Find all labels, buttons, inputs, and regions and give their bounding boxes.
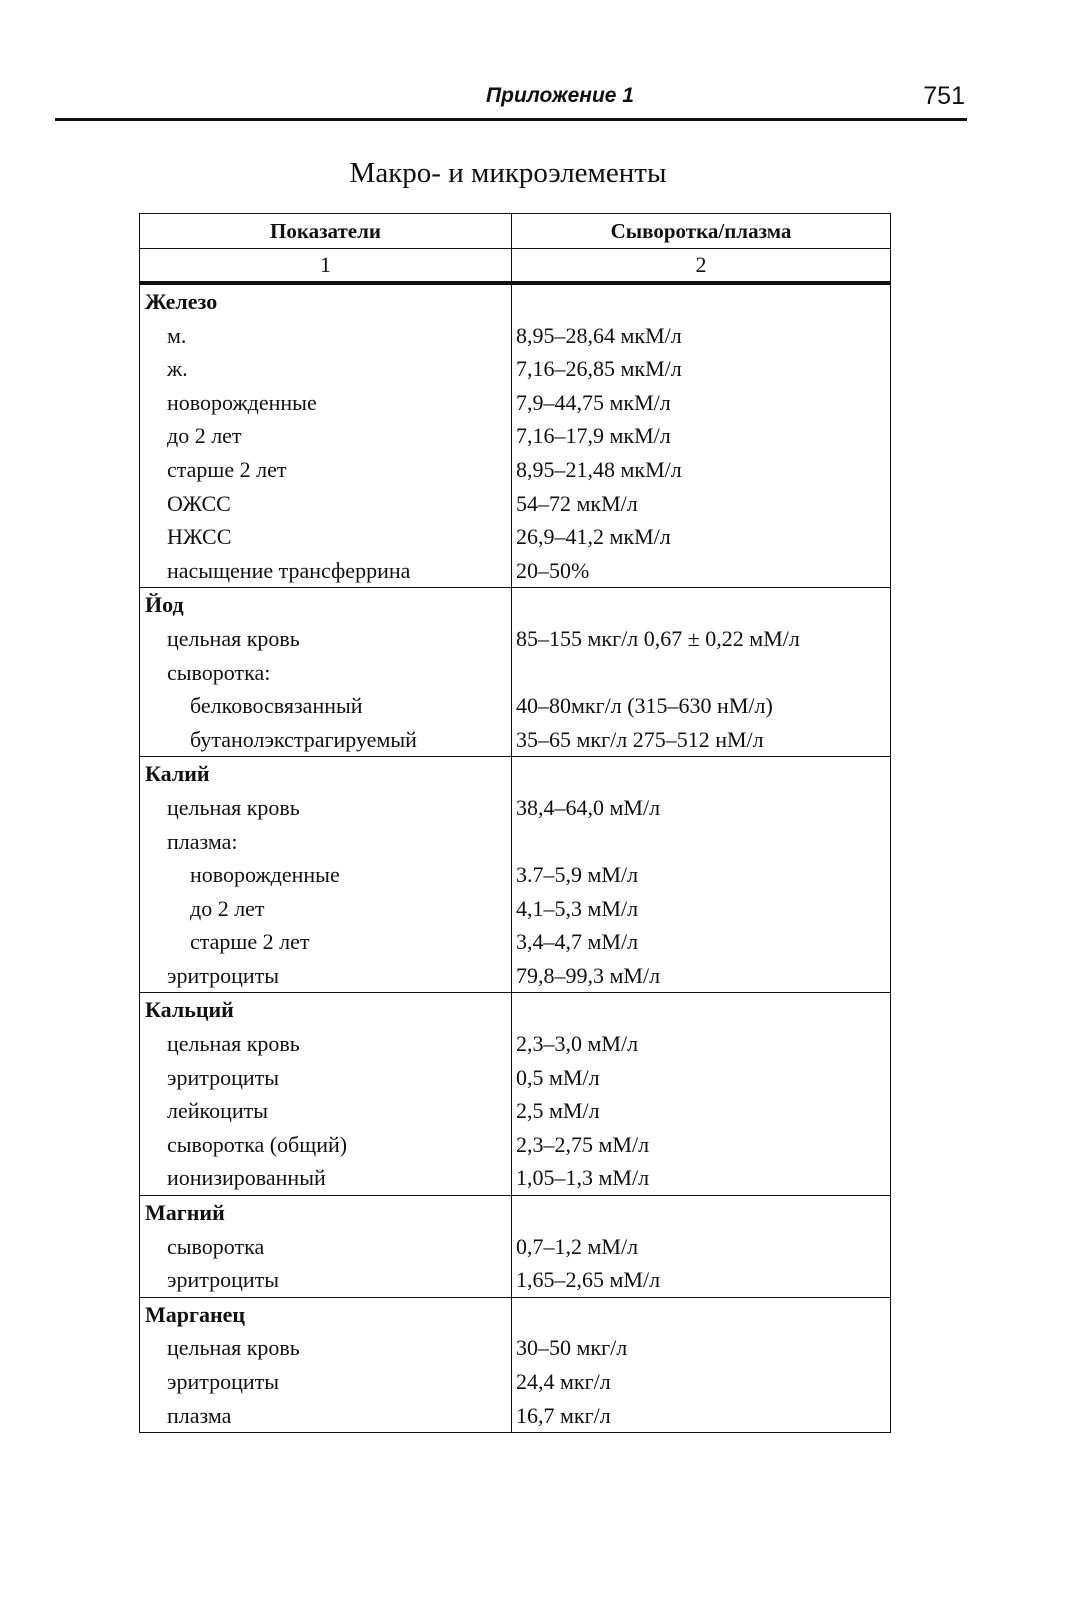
value-cell: 26,9–41,2 мкМ/л xyxy=(512,520,891,554)
indicator-cell xyxy=(140,520,512,554)
section-cell xyxy=(140,1196,512,1230)
section-cell xyxy=(140,757,512,791)
value-cell: 30–50 мкг/л xyxy=(512,1331,891,1365)
indicator-cell xyxy=(140,453,512,487)
indicator-cell xyxy=(140,1230,512,1264)
running-head: Приложение 1 xyxy=(486,84,634,107)
section-value-cell xyxy=(512,1297,891,1331)
section-row xyxy=(140,993,891,1027)
indicator-label: сыворотка (общий) xyxy=(167,1131,348,1157)
indicator-label: ОЖСС xyxy=(167,490,231,516)
value-cell: 3,4–4,7 мМ/л xyxy=(512,925,891,959)
section-row xyxy=(140,1196,891,1230)
indicator-label: бутанолэкстрагируемый xyxy=(190,726,417,752)
table-row xyxy=(140,1230,891,1264)
indicator-label: цельная кровь xyxy=(167,1031,300,1057)
indicator-cell xyxy=(140,1399,512,1433)
section-title: Марганец xyxy=(145,1301,246,1327)
indicator-cell xyxy=(140,858,512,892)
table-row xyxy=(140,520,891,554)
table-row xyxy=(140,656,891,690)
value-cell: 35–65 мкг/л 275–512 нМ/л xyxy=(512,723,891,757)
value-cell: 8,95–28,64 мкМ/л xyxy=(512,319,891,353)
indicator-label: до 2 лет xyxy=(167,423,242,449)
section-row xyxy=(140,283,891,319)
indicator-cell xyxy=(140,825,512,859)
value-cell xyxy=(512,825,891,859)
table-row xyxy=(140,1365,891,1399)
table-body xyxy=(140,283,891,1433)
column-number-row xyxy=(140,249,891,284)
table-row xyxy=(140,791,891,825)
indicator-label: ж. xyxy=(167,356,188,382)
table-row xyxy=(140,487,891,521)
table-row xyxy=(140,319,891,353)
table-row xyxy=(140,1027,891,1061)
indicator-label: плазма: xyxy=(167,828,238,854)
section-row xyxy=(140,757,891,791)
section-title: Железо xyxy=(145,289,218,314)
indicator-cell xyxy=(140,925,512,959)
value-cell: 16,7 мкг/л xyxy=(512,1399,891,1433)
indicator-cell xyxy=(140,419,512,453)
indicator-label: до 2 лет xyxy=(190,895,265,921)
section-title: Кальций xyxy=(145,997,234,1023)
table-row xyxy=(140,825,891,859)
indicator-cell xyxy=(140,1094,512,1128)
indicator-label: сыворотка xyxy=(167,1233,265,1259)
table-row xyxy=(140,689,891,723)
indicator-cell xyxy=(140,1061,512,1095)
table-row xyxy=(140,892,891,926)
value-cell xyxy=(512,656,891,690)
table-row xyxy=(140,1161,891,1195)
indicator-cell xyxy=(140,656,512,690)
value-cell: 4,1–5,3 мМ/л xyxy=(512,892,891,926)
section-row xyxy=(140,588,891,622)
indicator-label: старше 2 лет xyxy=(190,929,310,955)
indicator-label: цельная кровь xyxy=(167,625,300,651)
table-row xyxy=(140,925,891,959)
section-title: Калий xyxy=(145,761,210,787)
value-cell: 54–72 мкМ/л xyxy=(512,487,891,521)
value-cell: 7,16–17,9 мкМ/л xyxy=(512,419,891,453)
table-row xyxy=(140,1263,891,1297)
value-cell: 7,9–44,75 мкМ/л xyxy=(512,386,891,420)
indicator-cell xyxy=(140,959,512,993)
value-cell: 2,3–2,75 мМ/л xyxy=(512,1128,891,1162)
indicator-cell xyxy=(140,386,512,420)
indicator-label: новорожденные xyxy=(167,389,317,415)
page-number: 751 xyxy=(923,82,965,110)
section-title: Йод xyxy=(145,592,184,618)
indicator-label: эритроциты xyxy=(167,962,280,988)
table-row xyxy=(140,1331,891,1365)
section-cell xyxy=(140,588,512,622)
indicator-label: цельная кровь xyxy=(167,1335,300,1361)
indicator-cell xyxy=(140,1161,512,1195)
indicator-cell xyxy=(140,791,512,825)
indicator-cell xyxy=(140,1263,512,1297)
indicator-label: новорожденные xyxy=(190,862,340,888)
column-number-2: 2 xyxy=(512,249,891,284)
indicator-label: старше 2 лет xyxy=(167,456,287,482)
indicator-label: НЖСС xyxy=(167,524,232,550)
indicator-label: белковосвязанный xyxy=(190,693,363,719)
value-cell: 85–155 мкг/л 0,67 ± 0,22 мМ/л xyxy=(512,622,891,656)
indicator-cell xyxy=(140,554,512,588)
table-row xyxy=(140,1061,891,1095)
table-row xyxy=(140,858,891,892)
section-value-cell xyxy=(512,1196,891,1230)
table-row xyxy=(140,622,891,656)
value-cell: 1,05–1,3 мМ/л xyxy=(512,1161,891,1195)
indicator-cell xyxy=(140,1365,512,1399)
indicator-cell xyxy=(140,723,512,757)
indicator-label: м. xyxy=(167,322,187,348)
page-header xyxy=(55,78,967,121)
indicator-cell xyxy=(140,319,512,353)
indicator-label: плазма xyxy=(167,1402,232,1428)
column-header-indicators: Показатели xyxy=(140,214,512,249)
indicator-label: эритроциты xyxy=(167,1267,280,1293)
table-row xyxy=(140,419,891,453)
value-cell: 2,5 мМ/л xyxy=(512,1094,891,1128)
section-cell xyxy=(140,993,512,1027)
indicator-label: эритроциты xyxy=(167,1064,280,1090)
indicator-label: насыщение трансферрина xyxy=(167,557,411,583)
document-title: Макро- и микроэлементы xyxy=(349,157,667,189)
section-cell xyxy=(140,1297,512,1331)
section-cell xyxy=(140,283,512,319)
value-cell: 38,4–64,0 мМ/л xyxy=(512,791,891,825)
indicator-cell xyxy=(140,352,512,386)
table-row xyxy=(140,1399,891,1433)
section-value-cell xyxy=(512,283,891,319)
indicator-cell xyxy=(140,622,512,656)
elements-table xyxy=(139,213,891,1433)
table-row xyxy=(140,959,891,993)
column-number-1: 1 xyxy=(140,249,512,284)
value-cell: 7,16–26,85 мкМ/л xyxy=(512,352,891,386)
section-value-cell xyxy=(512,588,891,622)
indicator-cell xyxy=(140,1027,512,1061)
indicator-cell xyxy=(140,689,512,723)
value-cell: 1,65–2,65 мМ/л xyxy=(512,1263,891,1297)
table-row xyxy=(140,723,891,757)
column-header-serum-plasma: Сыворотка/плазма xyxy=(512,214,891,249)
section-title: Магний xyxy=(145,1200,225,1226)
indicator-label: эритроциты xyxy=(167,1369,280,1394)
value-cell: 0,5 мМ/л xyxy=(512,1061,891,1095)
value-cell: 20–50% xyxy=(512,554,891,588)
indicator-cell xyxy=(140,487,512,521)
value-cell: 79,8–99,3 мМ/л xyxy=(512,959,891,993)
table-row xyxy=(140,386,891,420)
table-header-row xyxy=(140,214,891,249)
value-cell: 3.7–5,9 мМ/л xyxy=(512,858,891,892)
table-row xyxy=(140,1094,891,1128)
section-row xyxy=(140,1297,891,1331)
table-row xyxy=(140,453,891,487)
indicator-label: сыворотка: xyxy=(167,659,271,685)
value-cell: 0,7–1,2 мМ/л xyxy=(512,1230,891,1264)
table-row xyxy=(140,352,891,386)
indicator-label: лейкоциты xyxy=(167,1098,269,1124)
value-cell: 40–80мкг/л (315–630 нМ/л) xyxy=(512,689,891,723)
indicator-cell xyxy=(140,1331,512,1365)
section-value-cell xyxy=(512,993,891,1027)
indicator-cell xyxy=(140,892,512,926)
indicator-label: ионизированный xyxy=(167,1165,326,1191)
value-cell: 2,3–3,0 мМ/л xyxy=(512,1027,891,1061)
indicator-label: цельная кровь xyxy=(167,794,300,820)
value-cell: 24,4 мкг/л xyxy=(512,1365,891,1399)
table-row xyxy=(140,554,891,588)
table-row xyxy=(140,1128,891,1162)
section-value-cell xyxy=(512,757,891,791)
value-cell: 8,95–21,48 мкМ/л xyxy=(512,453,891,487)
indicator-cell xyxy=(140,1128,512,1162)
